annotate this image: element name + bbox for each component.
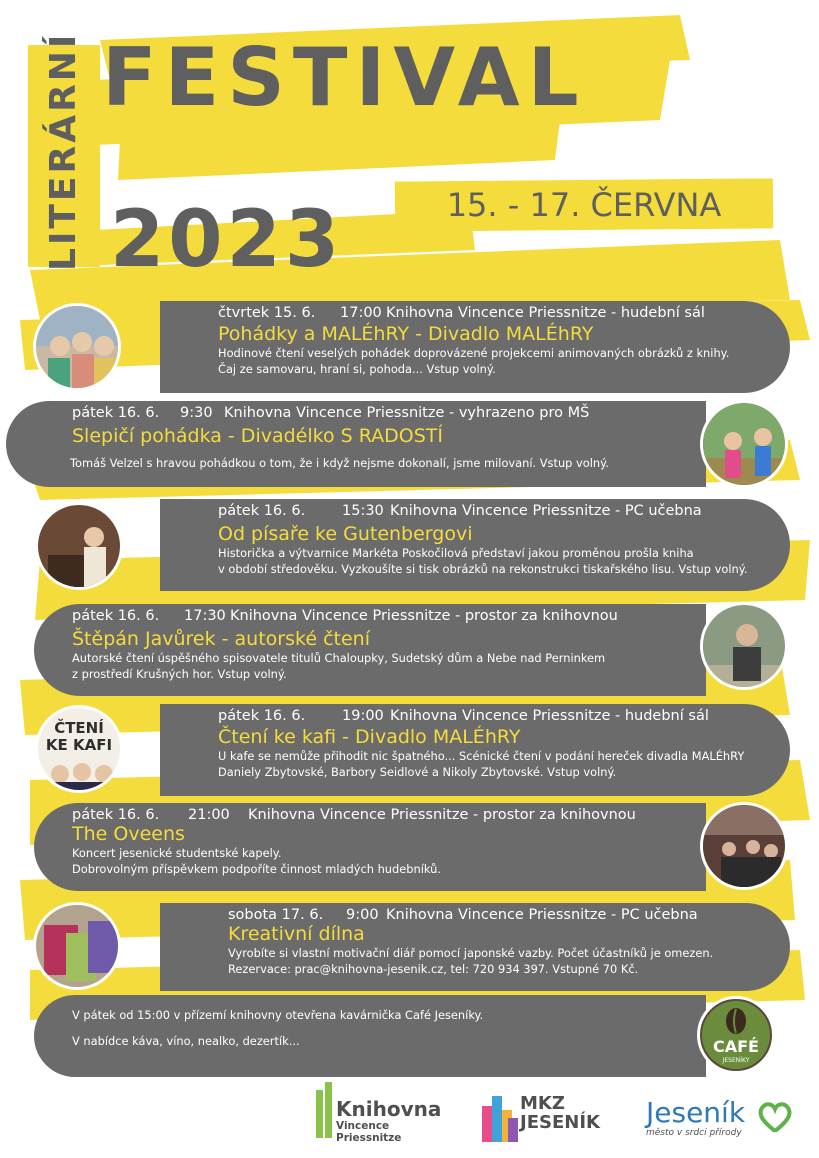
event-time: 9:30 bbox=[180, 405, 213, 421]
jesenik-tagline: město v srdci přírody bbox=[646, 1128, 742, 1138]
event-desc-line2: Rezervace: prac@knihovna-jesenik.cz, tel: 720 934 397. Vstupné 70 Kč. bbox=[228, 962, 639, 976]
event-desc-line2: Čaj ze samovaru, hraní si, pohoda... Vstup volný. bbox=[218, 362, 496, 376]
event-desc-line2: Dobrovolným příspěvkem podpoříte činnost mladých hudebníků. bbox=[72, 862, 441, 876]
event-day: pátek 16. 6. bbox=[72, 608, 160, 624]
knihovna-subtitle: Vincence Priessnitze bbox=[336, 1120, 402, 1144]
cafe-note-line2: V nabídce káva, víno, nealko, dezertík... bbox=[72, 1034, 300, 1048]
logo-jesenik bbox=[646, 1082, 796, 1142]
event-title: Pohádky a MALÉhRY - Divadlo MALÉhRY bbox=[218, 323, 594, 345]
logo-mkz-jesenik bbox=[482, 1082, 600, 1142]
event-title: Čtení ke kafi - Divadlo MALÉhRY bbox=[218, 726, 521, 748]
knihovna-name: Knihovna bbox=[336, 1097, 442, 1121]
event-desc-line1: Historička a výtvarnice Markéta Poskočilová představí jakou proměnou prošla kniha bbox=[218, 546, 694, 560]
cafe-word: CAFÉ bbox=[713, 1037, 759, 1056]
badge-line1: ČTENÍ bbox=[54, 719, 104, 737]
event-card-7 bbox=[160, 903, 790, 991]
event-card-5 bbox=[160, 704, 790, 796]
cafe-subtitle: JESENÍKY bbox=[722, 1057, 750, 1064]
event-card-2 bbox=[6, 401, 706, 487]
year-title: 2023 bbox=[110, 195, 344, 285]
jesenik-name: Jeseník bbox=[646, 1096, 746, 1129]
buildings-icon bbox=[482, 1088, 518, 1142]
event-time: 17:00 bbox=[340, 305, 382, 321]
event-title: Štěpán Javůrek - autorské čtení bbox=[72, 628, 370, 650]
event-desc-line2: Daniely Zbytovské, Barbory Seidlové a Nikoly Zbytovské. Vstup volný. bbox=[218, 765, 617, 779]
event-time: 21:00 bbox=[188, 807, 230, 823]
event-desc-line2: z prostředí Krušných hor. Vstup volný. bbox=[72, 667, 287, 681]
event-time: 15:30 bbox=[342, 503, 384, 519]
event-day: čtvrtek 15. 6. bbox=[218, 305, 316, 321]
photo-event-4 bbox=[700, 602, 788, 690]
event-place: Knihovna Vincence Priessnitze - hudební sál bbox=[390, 708, 709, 724]
event-day: pátek 16. 6. bbox=[72, 405, 160, 421]
photo-event-3 bbox=[35, 502, 123, 590]
vertical-title: LITERÁRNÍ bbox=[43, 31, 84, 271]
cafe-note-card bbox=[34, 995, 706, 1077]
event-day: pátek 16. 6. bbox=[72, 807, 160, 823]
event-desc-line1: Autorské čtení úspěšného spisovatele titulů Chaloupky, Sudetský dům a Nebe nad Perninkem bbox=[72, 651, 606, 665]
book-stack-icon bbox=[316, 1082, 336, 1138]
photo-event-6 bbox=[700, 802, 788, 890]
cafe-jeseniky-logo bbox=[697, 996, 775, 1074]
heart-icon bbox=[758, 1102, 792, 1132]
photo-event-2 bbox=[700, 400, 788, 488]
event-title: Od písaře ke Gutenbergovi bbox=[218, 523, 473, 545]
cafe-note-line1: V pátek od 15:00 v přízemí knihovny otevřena kavárnička Café Jeseníky. bbox=[72, 1008, 484, 1022]
badge-line2: KE KAFI bbox=[45, 736, 113, 754]
event-place: Knihovna Vincence Priessnitze - PC učebna bbox=[386, 907, 698, 923]
event-desc-line1: Vyrobíte si vlastní motivační diář pomocí japonské vazby. Počet účastníků je omezen. bbox=[228, 946, 714, 960]
event-card-1 bbox=[160, 301, 790, 393]
event-desc-line1: U kafe se nemůže přihodit nic špatného... Scénické čtení v podání hereček divadla MALÉhRY bbox=[218, 749, 745, 763]
event-card-6 bbox=[34, 803, 706, 891]
cteni-ke-kafi-badge bbox=[35, 705, 123, 793]
event-card-4 bbox=[34, 604, 706, 696]
event-time: 17:30 bbox=[184, 608, 226, 624]
photo-event-1 bbox=[33, 303, 121, 391]
event-desc-line1: Koncert jesenické studentské kapely. bbox=[72, 846, 282, 860]
event-place: Knihovna Vincence Priessnitze - prostor za knihovnou bbox=[248, 807, 636, 823]
event-title: Slepičí pohádka - Divadélko S RADOSTÍ bbox=[72, 425, 444, 447]
event-place: Knihovna Vincence Priessnitze - PC učebna bbox=[390, 503, 702, 519]
event-place: Knihovna Vincence Priessnitze - prostor za knihovnou bbox=[230, 608, 618, 624]
mkz-line1: MKZ bbox=[520, 1093, 565, 1114]
event-day: pátek 16. 6. bbox=[218, 503, 306, 519]
event-card-3 bbox=[160, 499, 790, 591]
event-place: Knihovna Vincence Priessnitze - vyhrazeno pro MŠ bbox=[224, 405, 590, 421]
mkz-line2: JESENÍK bbox=[520, 1112, 600, 1133]
event-title: Kreativní dílna bbox=[228, 923, 365, 945]
festival-title: FESTIVAL bbox=[102, 31, 587, 124]
event-desc-line1: Hodinové čtení veselých pohádek doprovázené projekcemi animovaných obrázků z knihy. bbox=[218, 346, 730, 360]
event-time: 19:00 bbox=[342, 708, 384, 724]
festival-dates: 15. - 17. ČERVNA bbox=[446, 186, 722, 224]
event-desc-line2: v období středověku. Vyzkoušíte si tisk obrázků na rekonstrukci tiskařského lisu. Vstup volný. bbox=[218, 562, 748, 576]
event-time: 9:00 bbox=[346, 907, 379, 923]
event-place: Knihovna Vincence Priessnitze - hudební sál bbox=[386, 305, 705, 321]
event-day: sobota 17. 6. bbox=[228, 907, 324, 923]
event-day: pátek 16. 6. bbox=[218, 708, 306, 724]
event-title: The Oveens bbox=[72, 823, 185, 845]
event-desc-line1: Tomáš Velzel s hravou pohádkou o tom, že i když nejsme dokonalí, jsme milovaní. Vstup volný. bbox=[70, 456, 609, 470]
photo-event-7 bbox=[33, 902, 121, 990]
logo-knihovna bbox=[316, 1082, 442, 1144]
